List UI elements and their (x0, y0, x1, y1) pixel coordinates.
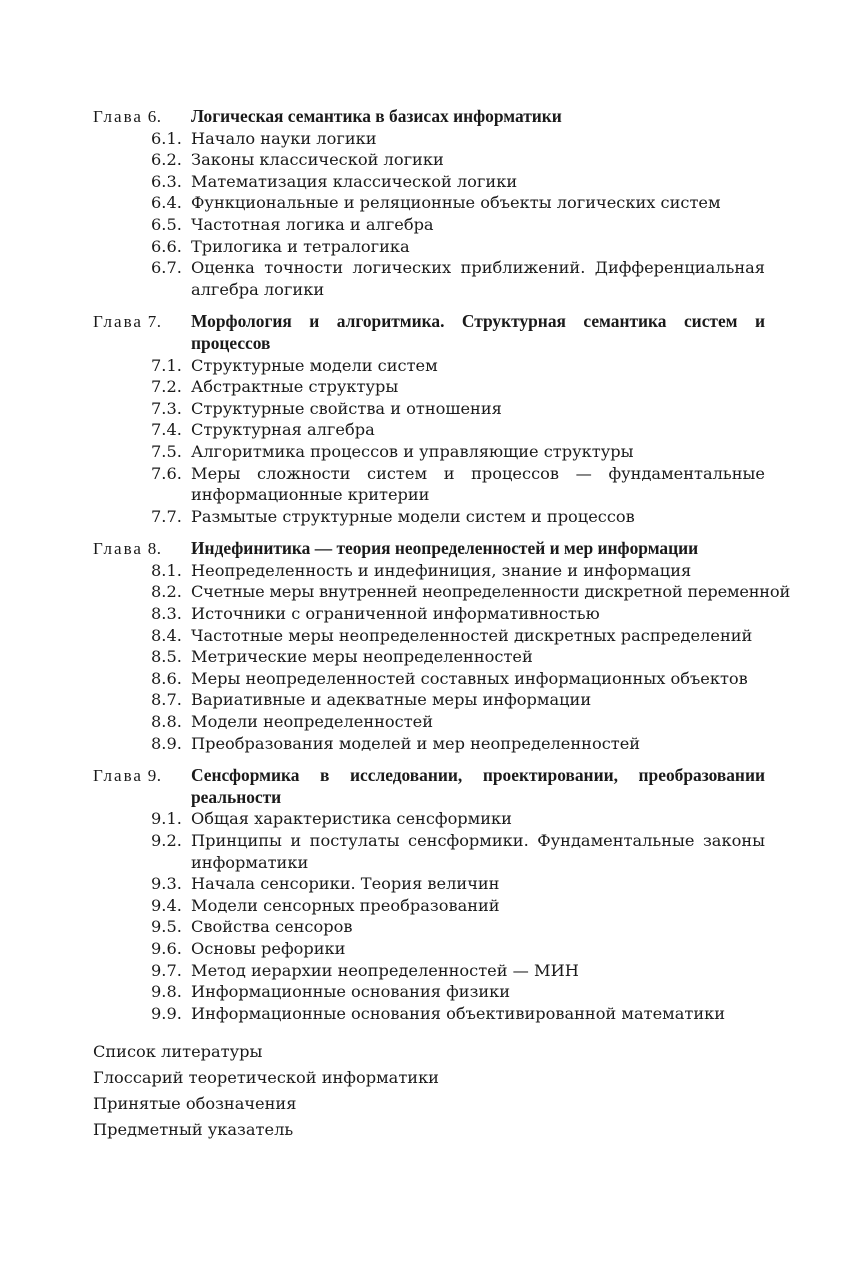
section-number: 9.1. (151, 809, 182, 829)
section-9-7[interactable] (93, 960, 765, 982)
section-number: 8.7. (151, 690, 182, 710)
section-7-6[interactable] (93, 463, 765, 506)
chapter-heading[interactable] (93, 538, 765, 560)
section-title: Принципы и постулаты сенсформики. Фундаментальные законы информатики (191, 831, 765, 872)
glossary-link[interactable]: Глоссарий теоретической информатики (93, 1068, 439, 1088)
section-number: 6.1. (151, 128, 182, 148)
section-9-4[interactable] (93, 895, 765, 917)
section-number: 7.1. (151, 355, 182, 375)
chapter-label: Глава 9. (93, 766, 162, 786)
section-number: 9.8. (151, 982, 182, 1002)
chapter-label: Глава 6. (93, 107, 162, 126)
section-title: Законы классической логики (191, 150, 444, 170)
section-title: Структурная алгебра (191, 420, 375, 440)
section-7-7[interactable] (93, 506, 765, 528)
section-number: 6.2. (151, 150, 182, 170)
notation-link[interactable]: Принятые обозначения (93, 1094, 297, 1114)
section-title: Частотные меры неопределенностей дискретных распределений (191, 625, 753, 645)
section-6-5[interactable] (93, 214, 765, 236)
section-9-2[interactable] (93, 830, 765, 873)
chapter-title: Сенсформика в исследовании, проектировании, преобразовании реальности (191, 765, 765, 807)
table-of-contents (93, 106, 791, 1143)
section-9-8[interactable] (93, 981, 765, 1003)
section-number: 7.4. (151, 420, 182, 440)
subject-index-link[interactable]: Предметный указатель (93, 1120, 294, 1140)
section-number: 8.9. (151, 733, 182, 753)
section-title: Свойства сенсоров (191, 917, 353, 937)
section-number: 9.5. (151, 917, 182, 937)
section-6-1[interactable] (93, 128, 765, 150)
section-title: Меры неопределенностей составных информационных объектов (191, 668, 748, 688)
section-7-3[interactable] (93, 398, 765, 420)
section-8-9[interactable] (93, 733, 765, 755)
section-8-4[interactable] (93, 625, 765, 647)
chapter-heading[interactable] (93, 765, 765, 808)
section-number: 9.6. (151, 938, 182, 958)
section-7-1[interactable] (93, 355, 765, 377)
section-title: Метод иерархии неопределенностей — МИН (191, 960, 579, 980)
section-number: 8.1. (151, 560, 182, 580)
section-title: Трилогика и тетралогика (191, 236, 410, 256)
section-title: Функциональные и реляционные объекты логических систем (191, 193, 721, 213)
section-6-3[interactable] (93, 171, 765, 193)
chapter-8 (93, 538, 791, 754)
chapter-6 (93, 106, 765, 300)
chapter-title: Морфология и алгоритмика. Структурная семантика систем и процессов (191, 311, 765, 353)
section-number: 7.7. (151, 506, 182, 526)
section-title: Алгоритмика процессов и управляющие структуры (191, 441, 634, 461)
section-9-3[interactable] (93, 873, 765, 895)
section-8-6[interactable] (93, 668, 765, 690)
section-number: 7.2. (151, 377, 182, 397)
section-number: 6.4. (151, 193, 182, 213)
section-6-6[interactable] (93, 236, 765, 258)
section-7-2[interactable] (93, 376, 765, 398)
section-title: Преобразования моделей и мер неопределенностей (191, 733, 641, 753)
section-7-4[interactable] (93, 419, 765, 441)
section-number: 8.3. (151, 604, 182, 624)
bibliography-link[interactable]: Список литературы (93, 1042, 263, 1062)
chapter-heading[interactable] (93, 106, 765, 128)
section-title: Начала сенсорики. Теория величин (191, 874, 500, 894)
section-8-2[interactable] (93, 581, 791, 603)
section-title: Модели неопределенностей (191, 712, 434, 732)
chapter-label: Глава 8. (93, 539, 162, 559)
section-title: Неопределенность и индефиниция, знание и информация (191, 560, 692, 580)
section-6-4[interactable] (93, 192, 765, 214)
section-number: 7.3. (151, 398, 182, 418)
section-number: 8.6. (151, 668, 182, 688)
section-title: Модели сенсорных преобразований (191, 895, 500, 915)
section-number: 7.5. (151, 441, 182, 461)
section-number: 6.7. (151, 258, 182, 278)
section-8-8[interactable] (93, 711, 765, 733)
section-title: Начало науки логики (191, 128, 377, 148)
section-number: 6.6. (151, 236, 182, 256)
section-title: Информационные основания объективированной математики (191, 1003, 726, 1023)
chapter-9 (93, 765, 765, 1024)
section-title: Меры сложности систем и процессов — фундаментальные информационные критерии (191, 463, 765, 505)
section-9-6[interactable] (93, 938, 765, 960)
section-title: Источники с ограниченной информативностью (191, 604, 600, 624)
section-title: Абстрактные структуры (191, 377, 399, 397)
section-9-1[interactable] (93, 808, 765, 830)
back-matter (93, 1039, 765, 1143)
section-title: Оценка точности логических приближений. Дифференциальная алгебра логики (191, 258, 765, 299)
chapter-7 (93, 311, 765, 527)
section-7-5[interactable] (93, 441, 765, 463)
section-9-9[interactable] (93, 1003, 765, 1025)
section-6-7[interactable] (93, 257, 765, 300)
section-title: Информационные основания физики (191, 982, 511, 1002)
section-number: 8.2. (151, 582, 182, 602)
section-number: 9.2. (151, 831, 182, 850)
section-number: 8.4. (151, 625, 182, 645)
chapter-heading[interactable] (93, 311, 765, 354)
chapter-label: Глава 7. (93, 312, 162, 332)
section-number: 9.4. (151, 895, 182, 915)
section-number: 8.5. (151, 647, 182, 667)
section-number: 9.9. (151, 1003, 182, 1023)
section-title: Частотная логика и алгебра (191, 214, 434, 234)
section-number: 6.5. (151, 214, 182, 234)
section-number: 7.6. (151, 463, 182, 483)
section-8-1[interactable] (93, 560, 765, 582)
section-title: Математизация классической логики (191, 171, 518, 191)
section-number: 8.8. (151, 712, 182, 732)
section-title: Общая характеристика сенсформики (191, 809, 512, 829)
section-number: 6.3. (151, 171, 182, 191)
section-title: Вариативные и адекватные меры информации (191, 690, 592, 710)
section-9-5[interactable] (93, 916, 765, 938)
section-title: Счетные меры внутренней неопределенности дискретной переменной (191, 582, 791, 602)
section-title: Основы рефорики (191, 938, 346, 958)
section-title: Структурные модели систем (191, 355, 438, 375)
section-8-3[interactable] (93, 603, 765, 625)
chapter-title: Логическая семантика в базисах информатики (191, 106, 562, 126)
chapter-title: Индефинитика — теория неопределенностей и мер информации (191, 538, 699, 559)
section-title: Метрические меры неопределенностей (191, 647, 533, 667)
section-8-5[interactable] (93, 646, 765, 668)
section-number: 9.3. (151, 874, 182, 894)
section-6-2[interactable] (93, 149, 765, 171)
section-title: Размытые структурные модели систем и процессов (191, 506, 635, 526)
section-title: Структурные свойства и отношения (191, 398, 502, 418)
section-8-7[interactable] (93, 689, 765, 711)
section-number: 9.7. (151, 960, 182, 980)
